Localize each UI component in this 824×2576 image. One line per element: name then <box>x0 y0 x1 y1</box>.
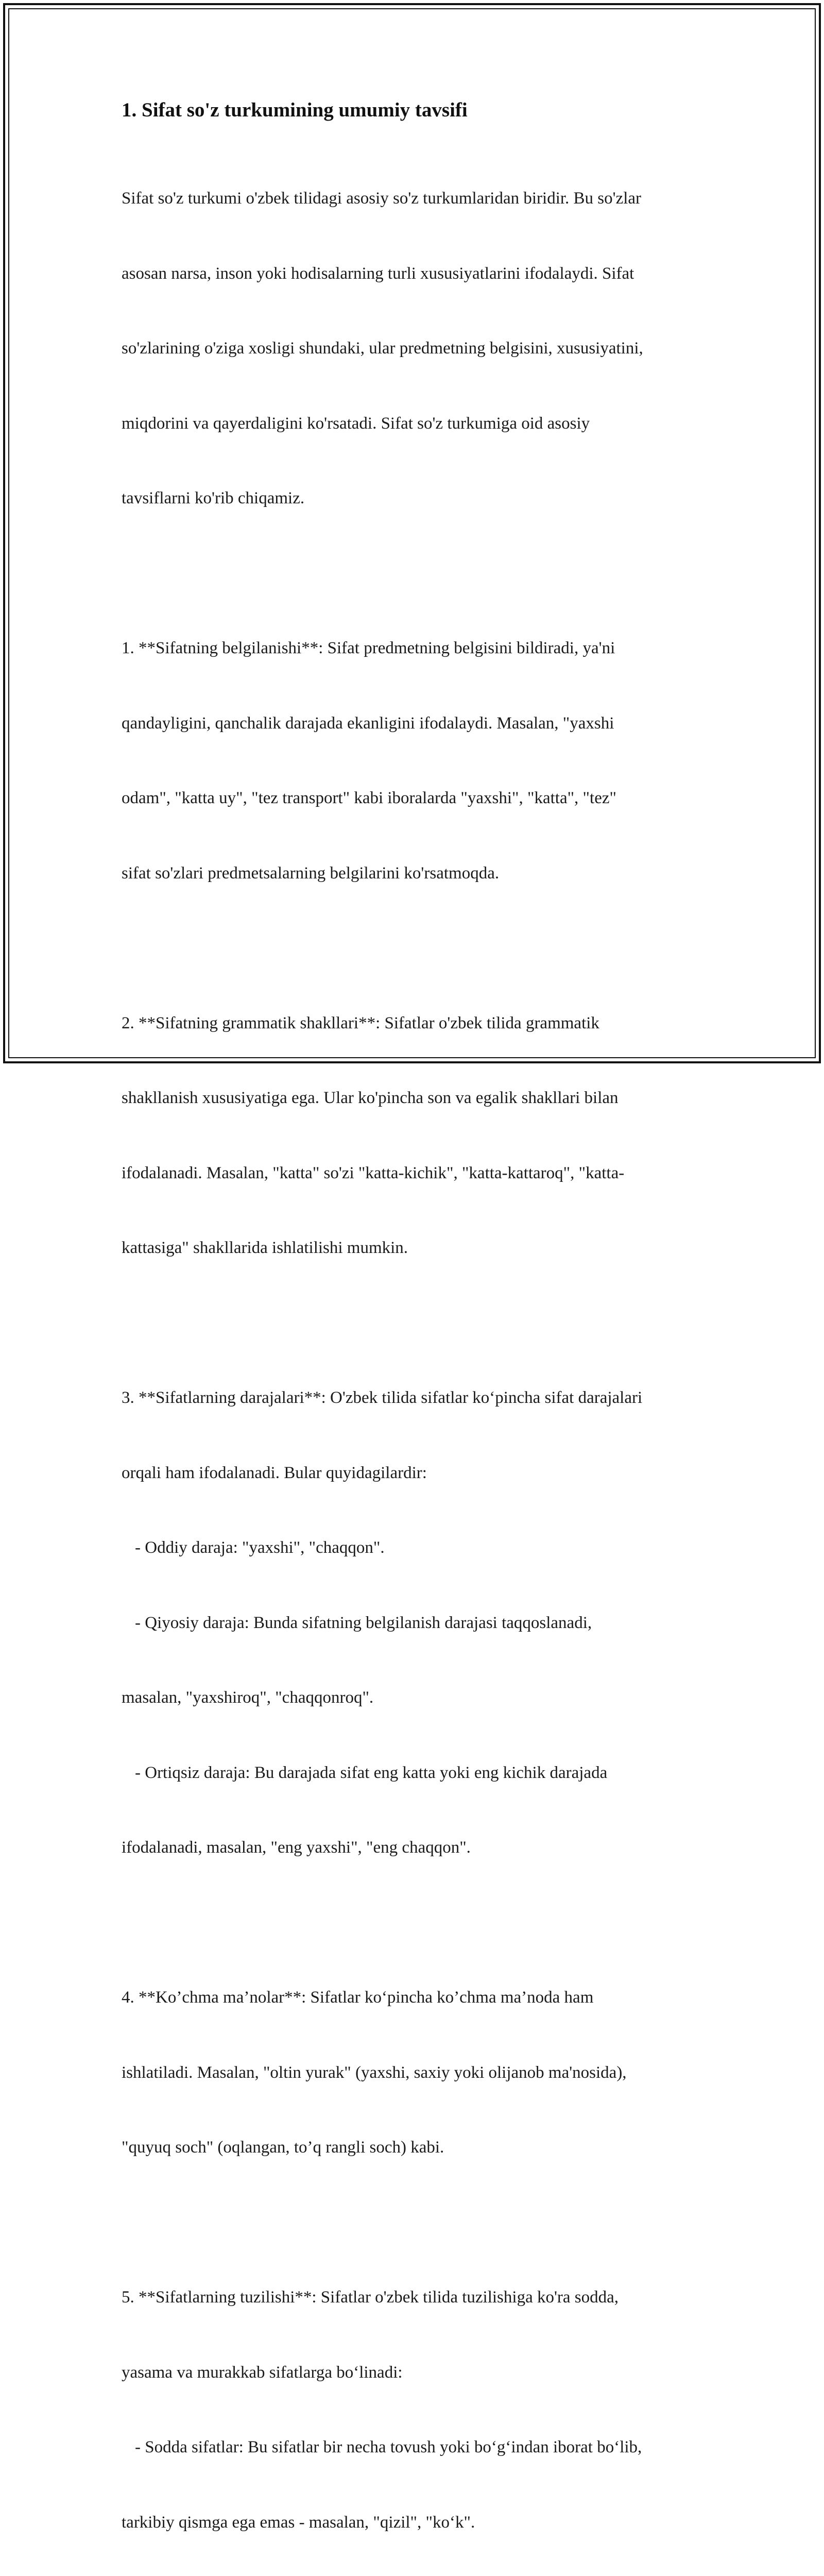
document-body <box>122 98 703 2576</box>
text-line: shakllanish xususiyatiga ega. Ular ko'pincha son va egalik shakllari bilan <box>122 1089 619 1107</box>
list-item-line: - Sodda sifatlar: Bu sifatlar bir necha tovush yoki bo‘g‘indan iborat bo‘lib, <box>135 2438 642 2456</box>
paragraph-item-4 <box>122 1935 703 2210</box>
text-line: ifodalanadi, masalan, "eng yaxshi", "eng chaqqon". <box>122 1838 471 1857</box>
text-line: miqdorini va qayerdaligini ko'rsatadi. Sifat so'z turkumiga oid asosiy <box>122 414 590 433</box>
paragraph-item-3 <box>122 1335 703 1910</box>
text-line: tarkibiy qismga ega emas - masalan, "qizil", "ko‘k". <box>122 2513 475 2532</box>
text-line: masalan, "yaxshiroq", "chaqqonroq". <box>122 1688 374 1707</box>
paragraph-item-2 <box>122 961 703 1311</box>
paragraph-item-1 <box>122 586 703 936</box>
text-line: orqali ham ifodalanadi. Bular quyidagilardir: <box>122 1463 427 1482</box>
text-line: 2. **Sifatning grammatik shakllari**: Sifatlar o'zbek tilida grammatik <box>122 1013 599 1032</box>
text-line: yasama va murakkab sifatlarga bo‘linadi: <box>122 2363 403 2382</box>
list-item-line: - Qiyosiy daraja: Bunda sifatning belgilanish darajasi taqqoslanadi, <box>135 1613 592 1632</box>
text-line: 1. **Sifatning belgilanishi**: Sifat predmetning belgisini bildiradi, ya'ni <box>122 639 615 657</box>
text-line: odam", "katta uy", "tez transport" kabi iboralarda "yaxshi", "katta", "tez" <box>122 789 616 807</box>
text-line: "quyuq soch" (oqlangan, to’q rangli soch) kabi. <box>122 2138 444 2157</box>
text-line: 3. **Sifatlarning darajalari**: O'zbek tilida sifatlar ko‘pincha sifat darajalari <box>122 1388 643 1407</box>
list-item-line: - Oddiy daraja: "yaxshi", "chaqqon". <box>135 1538 385 1557</box>
text-line: sifat so'zlari predmetsalarning belgilarini ko'rsatmoqda. <box>122 863 500 883</box>
text-line: ifodalanadi. Masalan, "katta" so'zi "katta-kichik", "katta-kattaroq", "katta- <box>122 1163 625 1182</box>
text-line: so'zlarining o'ziga xosligi shundaki, ular predmetning belgisini, xususiyatini, <box>122 339 643 358</box>
text-line: asosan narsa, inson yoki hodisalarning turli xususiyatlarini ifodalaydi. Sifat <box>122 264 634 283</box>
text-line: tavsiflarni ko'rib chiqamiz. <box>122 489 305 507</box>
text-line: 5. **Sifatlarning tuzilishi**: Sifatlar o'zbek tilida tuzilishiga ko'ra sodda, <box>122 2288 619 2307</box>
list-item-line: - Ortiqsiz daraja: Bu darajada sifat eng katta yoki eng kichik darajada <box>135 1763 608 1782</box>
text-line: Sifat so'z turkumi o'zbek tilidagi asosiy so'z turkumlaridan biridir. Bu so'zlar <box>122 189 642 208</box>
paragraph-intro <box>122 136 703 561</box>
paragraph-item-5 <box>122 2235 703 2576</box>
section-heading: 1. Sifat so'z turkumining umumiy tavsifi <box>122 99 468 121</box>
text-line: kattasiga" shakllarida ishlatilishi mumkin. <box>122 1239 408 1257</box>
text-line: 4. **Ko’chma ma’nolar**: Sifatlar ko‘pincha ko’chma ma’noda ham <box>122 1988 594 2007</box>
text-line: qandayligini, qanchalik darajada ekanligini ifodalaydi. Masalan, "yaxshi <box>122 714 614 733</box>
text-line: ishlatiladi. Masalan, "oltin yurak" (yaxshi, saxiy yoki olijanob ma'nosida), <box>122 2063 627 2082</box>
